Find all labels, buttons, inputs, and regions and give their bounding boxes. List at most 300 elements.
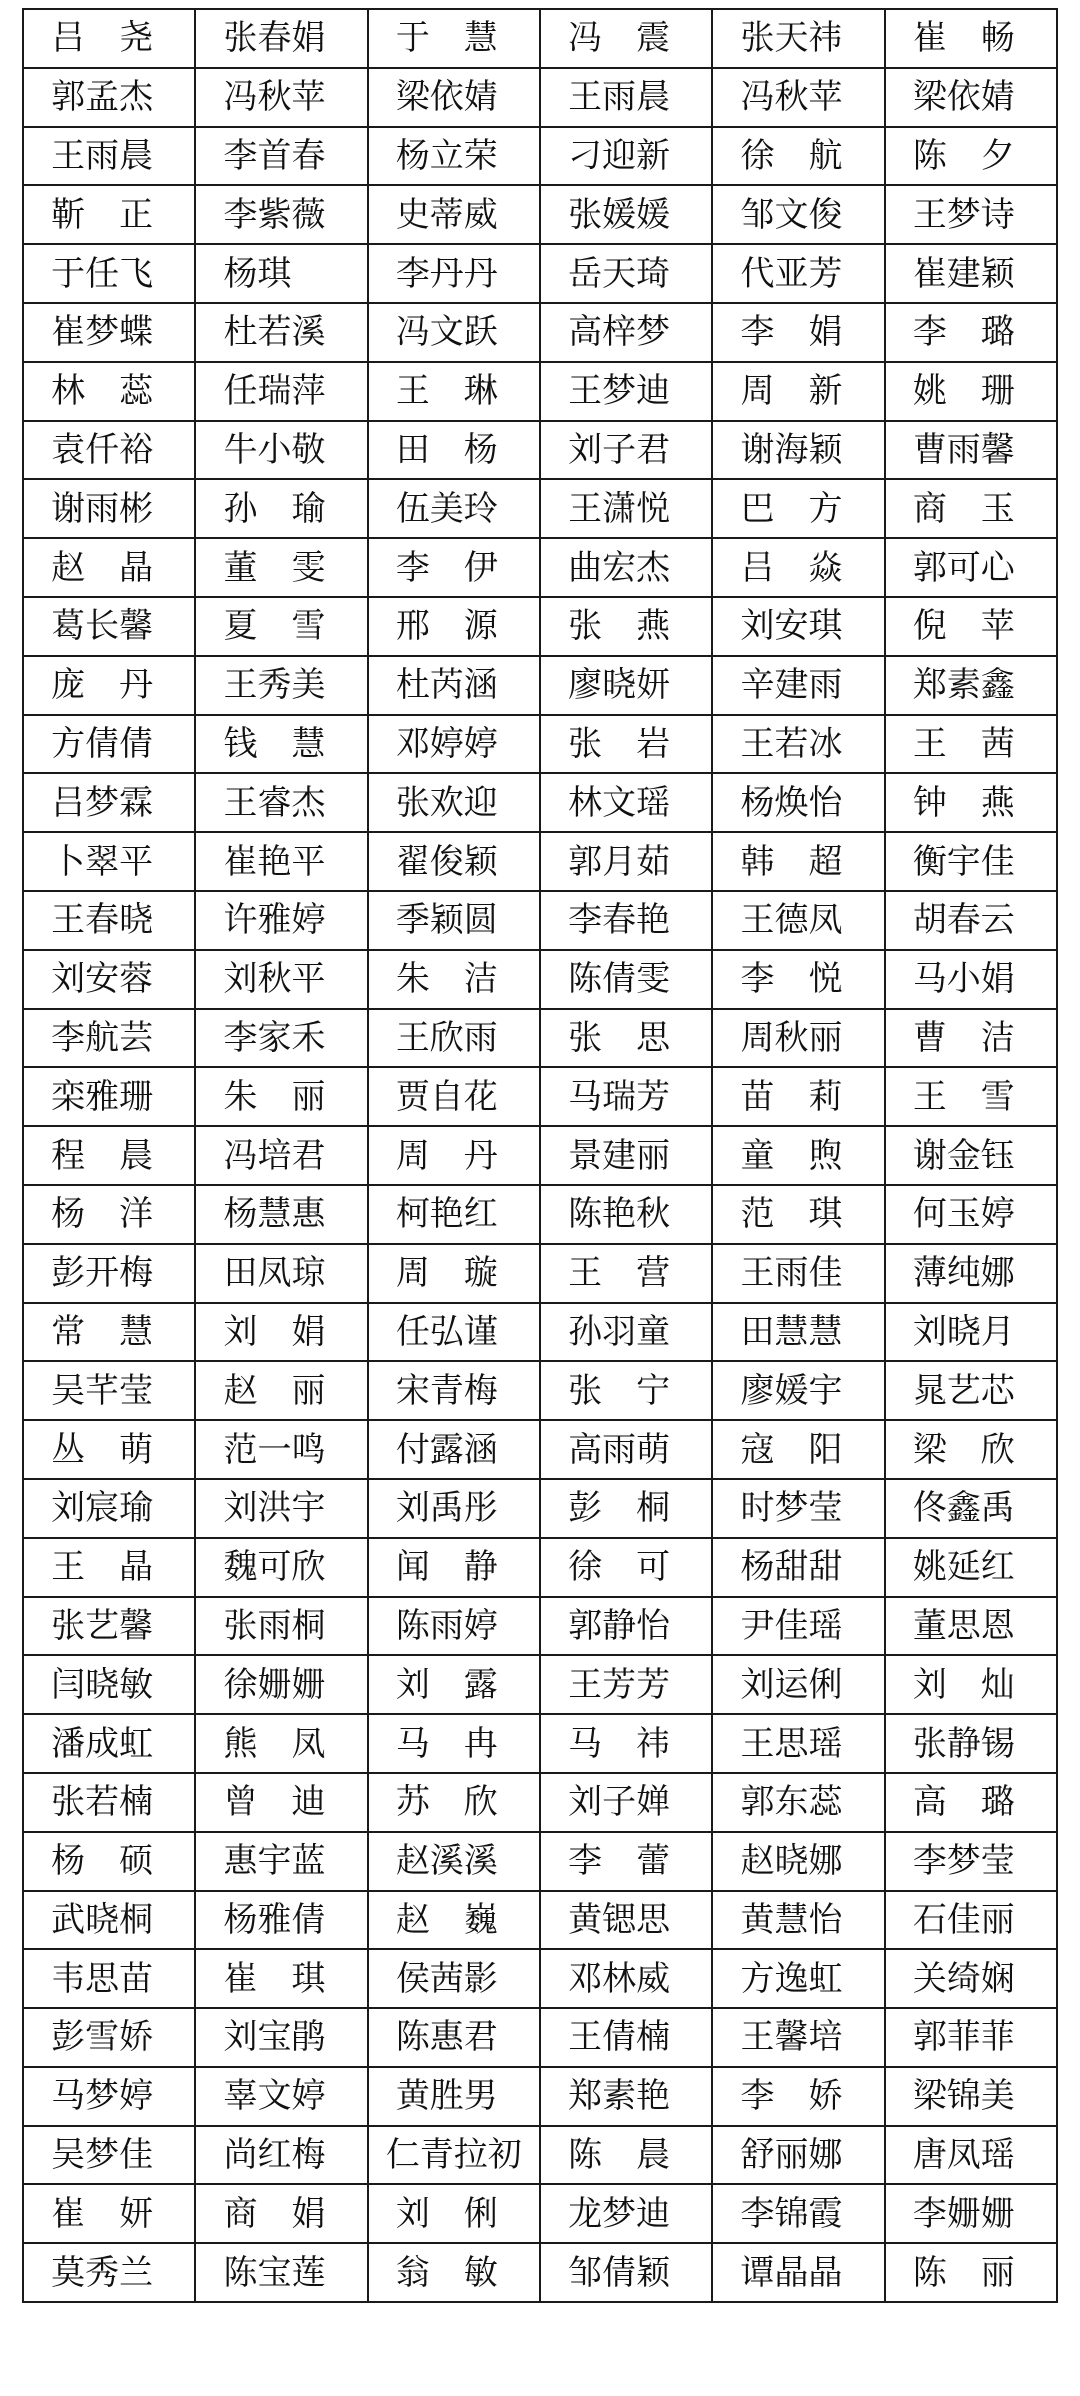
name-cell — [23, 1597, 195, 1656]
table-row — [23, 1361, 1057, 1420]
name-cell — [195, 244, 367, 303]
table-row — [23, 421, 1057, 480]
name-cell — [368, 715, 540, 774]
name-cell — [885, 538, 1057, 597]
person-name: 林文瑶 — [568, 782, 671, 823]
name-cell — [712, 127, 884, 186]
name-cell — [712, 950, 884, 1009]
person-name: 刘运俐 — [740, 1664, 843, 1705]
name-cell — [885, 2067, 1057, 2126]
person-name: 杨雅倩 — [223, 1899, 326, 1940]
person-name: 钟 燕 — [912, 782, 1015, 823]
name-cell — [885, 891, 1057, 950]
person-name: 冯 震 — [568, 18, 671, 59]
person-name: 田慧慧 — [740, 1311, 843, 1352]
person-name: 陈 丽 — [912, 2252, 1015, 2293]
person-name: 李锦霞 — [740, 2193, 843, 2234]
person-name: 邢 源 — [395, 606, 498, 647]
name-cell — [195, 1479, 367, 1538]
table-row — [23, 2126, 1057, 2185]
name-cell — [885, 68, 1057, 127]
name-cell — [885, 303, 1057, 362]
person-name: 赵 巍 — [395, 1899, 498, 1940]
name-cell — [23, 1949, 195, 2008]
name-cell — [712, 1832, 884, 1891]
person-name: 彭开梅 — [51, 1253, 154, 1294]
name-cell — [368, 303, 540, 362]
person-name: 黄慧怡 — [740, 1899, 843, 1940]
person-name: 孙羽童 — [568, 1311, 671, 1352]
person-name: 靳 正 — [51, 194, 154, 235]
name-cell — [368, 891, 540, 950]
name-cell — [368, 832, 540, 891]
person-name: 邹文俊 — [740, 194, 843, 235]
name-cell — [540, 2243, 712, 2302]
name-cell — [712, 1067, 884, 1126]
name-cell — [23, 715, 195, 774]
name-cell — [368, 2067, 540, 2126]
name-cell — [195, 185, 367, 244]
person-name: 许雅婷 — [223, 900, 326, 941]
person-name: 刘子婵 — [568, 1782, 671, 1823]
name-cell — [195, 832, 367, 891]
person-name: 孙 瑜 — [223, 488, 326, 529]
person-name: 薄纯娜 — [912, 1253, 1015, 1294]
person-name: 代亚芳 — [740, 253, 843, 294]
person-name: 魏可欣 — [223, 1547, 326, 1588]
person-name: 谢雨彬 — [51, 488, 154, 529]
name-cell — [712, 1303, 884, 1362]
person-name: 闻 静 — [395, 1547, 498, 1588]
name-cell — [368, 362, 540, 421]
person-name: 伍美玲 — [395, 488, 498, 529]
person-name: 彭 桐 — [568, 1488, 671, 1529]
person-name: 刘安琪 — [740, 606, 843, 647]
person-name: 黄锶思 — [568, 1899, 671, 1940]
person-name: 熊 凤 — [223, 1723, 326, 1764]
person-name: 张天祎 — [740, 18, 843, 59]
person-name: 杜若溪 — [223, 312, 326, 353]
person-name: 柯艳红 — [395, 1194, 498, 1235]
person-name: 常 慧 — [51, 1311, 154, 1352]
person-name: 张雨桐 — [223, 1605, 326, 1646]
name-cell — [368, 1244, 540, 1303]
name-cell — [23, 303, 195, 362]
person-name: 张 思 — [568, 1017, 671, 1058]
person-name: 彭雪娇 — [51, 2017, 154, 2058]
name-cell — [368, 1361, 540, 1420]
name-cell — [712, 2243, 884, 2302]
name-cell — [368, 1303, 540, 1362]
name-cell — [368, 773, 540, 832]
person-name: 关绮娴 — [912, 1958, 1015, 1999]
name-cell — [885, 421, 1057, 480]
person-name: 梁 欣 — [912, 1429, 1015, 1470]
table-row — [23, 1773, 1057, 1832]
name-cell — [540, 1420, 712, 1479]
name-cell — [885, 2008, 1057, 2067]
name-cell — [540, 1361, 712, 1420]
person-name: 刘 灿 — [912, 1664, 1015, 1705]
name-cell — [540, 891, 712, 950]
person-name: 方逸虹 — [740, 1958, 843, 1999]
table-row — [23, 597, 1057, 656]
table-row — [23, 303, 1057, 362]
name-cell — [368, 1949, 540, 2008]
name-cell — [540, 479, 712, 538]
name-cell — [195, 656, 367, 715]
name-cell — [23, 1891, 195, 1950]
person-name: 王 营 — [568, 1253, 671, 1294]
name-cell — [885, 362, 1057, 421]
person-name: 冯文跃 — [395, 312, 498, 353]
person-name: 刘秋平 — [223, 959, 326, 1000]
person-name: 崔建颖 — [912, 253, 1015, 294]
name-cell — [540, 832, 712, 891]
name-cell — [885, 1244, 1057, 1303]
name-cell — [885, 1126, 1057, 1185]
name-cell — [23, 2184, 195, 2243]
name-cell — [23, 127, 195, 186]
name-cell — [540, 1303, 712, 1362]
name-cell — [540, 715, 712, 774]
name-cell — [540, 1597, 712, 1656]
table-row — [23, 2067, 1057, 2126]
table-row — [23, 656, 1057, 715]
person-name: 王梦诗 — [912, 194, 1015, 235]
person-name: 王思瑶 — [740, 1723, 843, 1764]
person-name: 刘 俐 — [395, 2193, 498, 2234]
person-name: 杨立荣 — [395, 135, 498, 176]
person-name: 周 璇 — [395, 1253, 498, 1294]
person-name: 杨慧惠 — [223, 1194, 326, 1235]
name-cell — [540, 2126, 712, 2185]
name-cell — [885, 1479, 1057, 1538]
person-name: 程 晨 — [51, 1135, 154, 1176]
name-cell — [540, 1949, 712, 2008]
person-name: 曾 迪 — [223, 1782, 326, 1823]
table-row — [23, 1009, 1057, 1068]
person-name: 吕梦霖 — [51, 782, 154, 823]
person-name: 倪 苹 — [912, 606, 1015, 647]
name-cell — [368, 1185, 540, 1244]
name-cell — [23, 1773, 195, 1832]
person-name: 曹 洁 — [912, 1017, 1015, 1058]
name-cell — [368, 1832, 540, 1891]
name-cell — [368, 2126, 540, 2185]
name-cell — [540, 362, 712, 421]
name-cell — [540, 303, 712, 362]
person-name: 张欢迎 — [395, 782, 498, 823]
name-cell — [195, 1714, 367, 1773]
name-cell — [540, 1185, 712, 1244]
person-name: 任弘谨 — [395, 1311, 498, 1352]
person-name: 韩 超 — [740, 841, 843, 882]
name-cell — [712, 656, 884, 715]
name-cell — [23, 1655, 195, 1714]
person-name: 崔 妍 — [51, 2193, 154, 2234]
name-cell — [368, 1126, 540, 1185]
name-cell — [540, 2067, 712, 2126]
name-cell — [23, 656, 195, 715]
person-name: 王睿杰 — [223, 782, 326, 823]
person-name: 夏 雪 — [223, 606, 326, 647]
person-name: 王梦迪 — [568, 371, 671, 412]
person-name: 栾雅珊 — [51, 1076, 154, 1117]
person-name: 岳天琦 — [568, 253, 671, 294]
name-cell — [540, 1244, 712, 1303]
person-name: 衡宇佳 — [912, 841, 1015, 882]
person-name: 刘宝鹃 — [223, 2017, 326, 2058]
name-cell — [368, 1773, 540, 1832]
name-cell — [712, 421, 884, 480]
person-name: 曲宏杰 — [568, 547, 671, 588]
person-name: 李姗姗 — [912, 2193, 1015, 2234]
person-name: 时梦莹 — [740, 1488, 843, 1529]
person-name: 李 悦 — [740, 959, 843, 1000]
name-cell — [712, 185, 884, 244]
person-name: 王 琳 — [395, 371, 498, 412]
person-name: 马瑞芳 — [568, 1076, 671, 1117]
name-cell — [195, 2067, 367, 2126]
table-row — [23, 1479, 1057, 1538]
name-cell — [23, 1714, 195, 1773]
name-cell — [23, 1538, 195, 1597]
person-name: 郑素艳 — [568, 2076, 671, 2117]
name-list-table — [22, 8, 1058, 2303]
person-name: 周 丹 — [395, 1135, 498, 1176]
person-name: 任瑞萍 — [223, 371, 326, 412]
person-name: 吕 焱 — [740, 547, 843, 588]
name-cell — [885, 773, 1057, 832]
name-cell — [885, 715, 1057, 774]
name-cell — [195, 1185, 367, 1244]
person-name: 崔艳平 — [223, 841, 326, 882]
name-cell — [540, 1832, 712, 1891]
person-name: 庞 丹 — [51, 665, 154, 706]
table-row — [23, 479, 1057, 538]
person-name: 何玉婷 — [912, 1194, 1015, 1235]
name-cell — [368, 2243, 540, 2302]
table-row — [23, 1655, 1057, 1714]
name-cell — [885, 1361, 1057, 1420]
name-cell — [540, 2184, 712, 2243]
name-cell — [712, 244, 884, 303]
name-cell — [23, 1185, 195, 1244]
person-name: 曹雨馨 — [912, 429, 1015, 470]
name-cell — [540, 127, 712, 186]
name-cell — [540, 1126, 712, 1185]
person-name: 卜翠平 — [51, 841, 154, 882]
name-cell — [885, 185, 1057, 244]
name-cell — [195, 2243, 367, 2302]
name-cell — [885, 1891, 1057, 1950]
person-name: 李家禾 — [223, 1017, 326, 1058]
person-name: 林 蕊 — [51, 371, 154, 412]
table-row — [23, 2243, 1057, 2302]
name-cell — [540, 1891, 712, 1950]
name-cell — [195, 773, 367, 832]
name-cell — [885, 2184, 1057, 2243]
person-name: 姚延红 — [912, 1547, 1015, 1588]
name-cell — [712, 1361, 884, 1420]
person-name: 方倩倩 — [51, 723, 154, 764]
person-name: 董思恩 — [912, 1605, 1015, 1646]
name-cell — [368, 1597, 540, 1656]
person-name: 陈雨婷 — [395, 1605, 498, 1646]
name-cell — [23, 1479, 195, 1538]
name-cell — [195, 1361, 367, 1420]
name-cell — [195, 1538, 367, 1597]
name-cell — [23, 1067, 195, 1126]
name-cell — [712, 891, 884, 950]
person-name: 郭菲菲 — [912, 2017, 1015, 2058]
name-cell — [23, 1303, 195, 1362]
person-name: 徐 可 — [568, 1547, 671, 1588]
name-cell — [23, 1361, 195, 1420]
name-cell — [885, 1714, 1057, 1773]
table-row — [23, 362, 1057, 421]
name-cell — [885, 1538, 1057, 1597]
person-name: 宋青梅 — [395, 1370, 498, 1411]
name-cell — [712, 1891, 884, 1950]
person-name: 王德凤 — [740, 900, 843, 941]
person-name: 李 娇 — [740, 2076, 843, 2117]
name-cell — [885, 479, 1057, 538]
person-name: 王欣雨 — [395, 1017, 498, 1058]
name-cell — [712, 773, 884, 832]
name-cell — [540, 597, 712, 656]
person-name: 胡春云 — [912, 900, 1015, 941]
person-name: 季颖圆 — [395, 900, 498, 941]
name-cell — [23, 9, 195, 68]
person-name: 梁依婧 — [912, 77, 1015, 118]
name-cell — [368, 538, 540, 597]
person-name: 冯秋苹 — [223, 77, 326, 118]
person-name: 邹倩颖 — [568, 2252, 671, 2293]
name-cell — [195, 1126, 367, 1185]
person-name: 王潇悦 — [568, 488, 671, 529]
name-cell — [712, 479, 884, 538]
person-name: 葛长馨 — [51, 606, 154, 647]
name-cell — [540, 1479, 712, 1538]
table-row — [23, 1303, 1057, 1362]
person-name: 巴 方 — [740, 488, 843, 529]
name-cell — [885, 1655, 1057, 1714]
name-cell — [195, 950, 367, 1009]
name-cell — [23, 2067, 195, 2126]
name-cell — [368, 127, 540, 186]
person-name: 辜文婷 — [223, 2076, 326, 2117]
person-name: 寇 阳 — [740, 1429, 843, 1470]
person-name: 辛建雨 — [740, 665, 843, 706]
person-name: 丛 萌 — [51, 1429, 154, 1470]
person-name: 刘宸瑜 — [51, 1488, 154, 1529]
name-cell — [195, 1655, 367, 1714]
name-cell — [712, 1420, 884, 1479]
person-name: 廖晓妍 — [568, 665, 671, 706]
person-name: 赵晓娜 — [740, 1841, 843, 1882]
person-name: 王馨培 — [740, 2017, 843, 2058]
person-name: 苗 莉 — [740, 1076, 843, 1117]
table-row — [23, 773, 1057, 832]
table-row — [23, 1832, 1057, 1891]
person-name: 袁仟裕 — [51, 429, 154, 470]
name-cell — [712, 1185, 884, 1244]
table-row — [23, 538, 1057, 597]
person-name: 张 燕 — [568, 606, 671, 647]
person-name: 王 茜 — [912, 723, 1015, 764]
person-name: 石佳丽 — [912, 1899, 1015, 1940]
name-cell — [195, 2184, 367, 2243]
name-cell — [23, 832, 195, 891]
name-cell — [885, 1949, 1057, 2008]
name-cell — [712, 1126, 884, 1185]
person-name: 郑素鑫 — [912, 665, 1015, 706]
person-name: 刁迎新 — [568, 135, 671, 176]
name-cell — [885, 1303, 1057, 1362]
name-cell — [712, 538, 884, 597]
person-name: 范一鸣 — [223, 1429, 326, 1470]
person-name: 刘禹彤 — [395, 1488, 498, 1529]
person-name: 马小娟 — [912, 959, 1015, 1000]
person-name: 马 冉 — [395, 1723, 498, 1764]
person-name: 刘 露 — [395, 1664, 498, 1705]
person-name: 张 岩 — [568, 723, 671, 764]
person-name: 谭晶晶 — [740, 2252, 843, 2293]
person-name: 王秀美 — [223, 665, 326, 706]
name-cell — [885, 1067, 1057, 1126]
name-cell — [195, 1597, 367, 1656]
person-name: 朱 洁 — [395, 959, 498, 1000]
name-cell — [540, 2008, 712, 2067]
person-name: 李首春 — [223, 135, 326, 176]
person-name: 史蒂威 — [395, 194, 498, 235]
name-list-body — [23, 9, 1057, 2302]
table-row — [23, 1891, 1057, 1950]
name-cell — [885, 127, 1057, 186]
name-cell — [712, 68, 884, 127]
name-cell — [23, 68, 195, 127]
person-name: 邓婷婷 — [395, 723, 498, 764]
person-name: 舒丽娜 — [740, 2135, 843, 2176]
name-cell — [368, 1420, 540, 1479]
name-cell — [195, 1773, 367, 1832]
person-name: 王若冰 — [740, 723, 843, 764]
person-name: 张若楠 — [51, 1782, 154, 1823]
person-name: 王春晓 — [51, 900, 154, 941]
name-cell — [195, 1949, 367, 2008]
person-name: 张春娟 — [223, 18, 326, 59]
person-name: 仁青拉初 — [385, 2135, 522, 2176]
name-cell — [712, 1479, 884, 1538]
name-cell — [195, 127, 367, 186]
person-name: 刘安蓉 — [51, 959, 154, 1000]
name-cell — [195, 1303, 367, 1362]
name-cell — [23, 2243, 195, 2302]
name-cell — [712, 2184, 884, 2243]
name-cell — [540, 9, 712, 68]
name-cell — [368, 1538, 540, 1597]
name-cell — [540, 1714, 712, 1773]
person-name: 于 慧 — [395, 18, 498, 59]
name-cell — [195, 538, 367, 597]
person-name: 李 璐 — [912, 312, 1015, 353]
person-name: 徐 航 — [740, 135, 843, 176]
name-cell — [23, 773, 195, 832]
person-name: 谢金钰 — [912, 1135, 1015, 1176]
person-name: 高 璐 — [912, 1782, 1015, 1823]
